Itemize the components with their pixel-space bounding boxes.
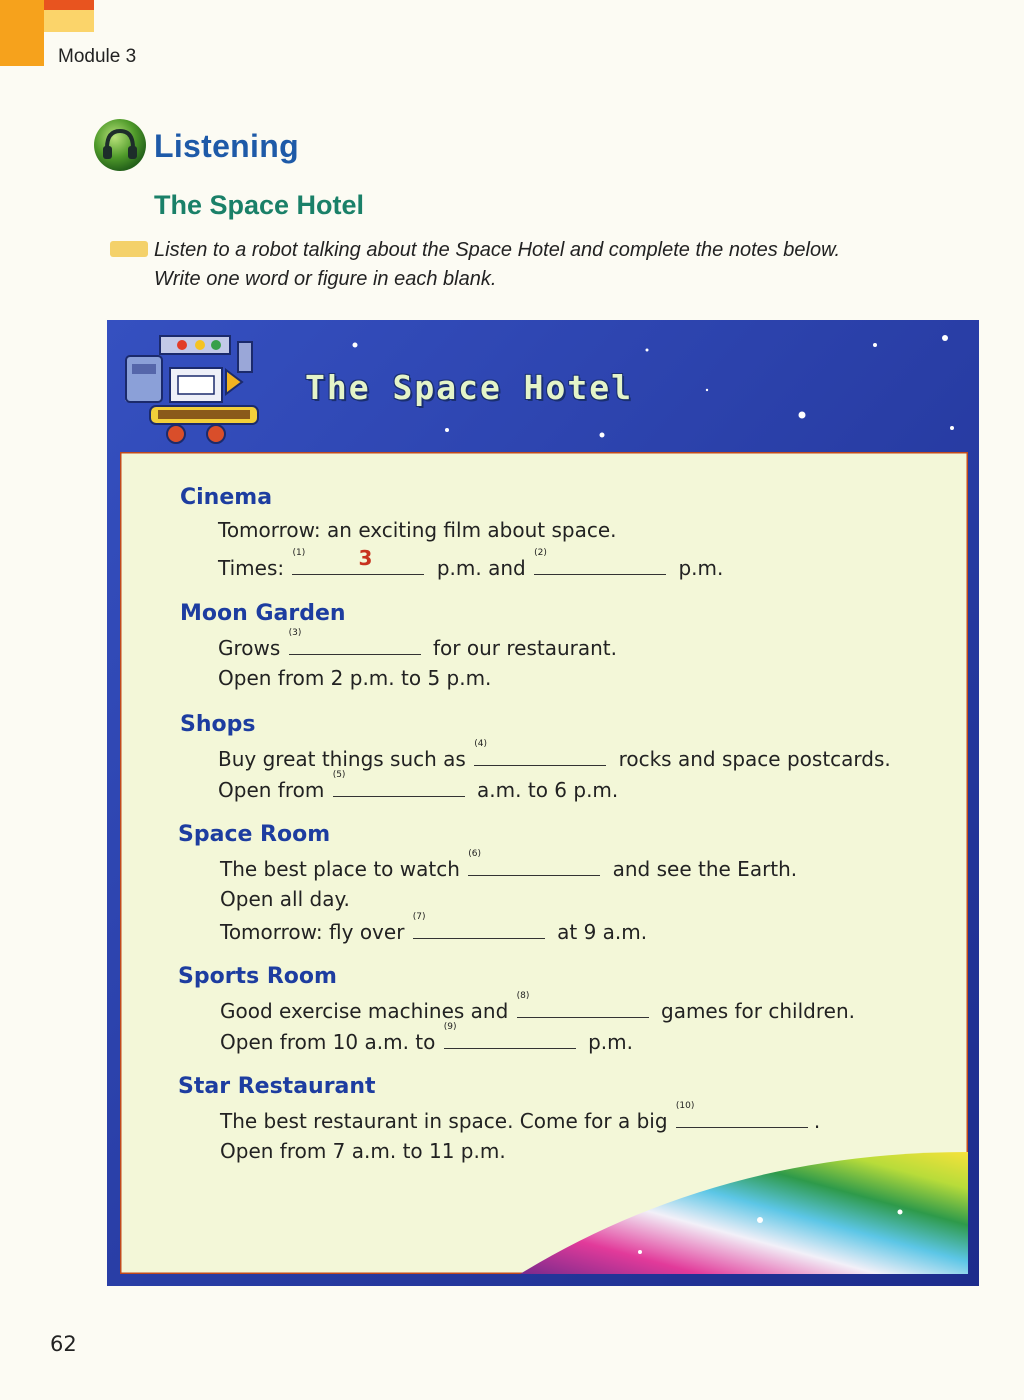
watch-label: The best place to watch: [220, 857, 460, 881]
times-between: p.m. and: [436, 556, 526, 580]
blank-number: (6): [468, 849, 482, 859]
blank-number: (2): [534, 548, 547, 558]
corner-decoration-block: [44, 10, 94, 32]
blank-7[interactable]: [412, 912, 545, 939]
open-end: a.m. to 6 p.m.: [477, 778, 619, 802]
heading-space-room: Space Room: [178, 822, 331, 847]
grows-label: Grows: [218, 636, 281, 660]
best-end: .: [813, 1109, 821, 1133]
moon-garden-line-2: Open from 2 p.m. to 5 p.m.: [218, 666, 492, 690]
watch-end: and see the Earth.: [612, 857, 798, 881]
buy-label: Buy great things such as: [218, 747, 466, 771]
headphones-icon: [93, 118, 147, 172]
heading-cinema: Cinema: [180, 485, 273, 510]
blank-1[interactable]: [292, 546, 424, 575]
machines-label: Good exercise machines and: [220, 999, 509, 1023]
moon-garden-grows-line: [218, 628, 617, 660]
instruction-text: [154, 236, 840, 294]
module-label: Module 3: [58, 46, 137, 67]
blank-10[interactable]: [675, 1101, 808, 1128]
blank-9[interactable]: [443, 1022, 576, 1049]
blank-number: (10): [675, 1101, 695, 1111]
space-room-line-2: Open all day.: [220, 887, 350, 911]
shops-open-line: [218, 770, 619, 802]
heading-shops: Shops: [180, 712, 256, 737]
cinema-times-line: [218, 546, 724, 580]
times-label: Times:: [218, 556, 285, 580]
listening-title: Listening: [154, 128, 299, 164]
heading-star-restaurant: Star Restaurant: [178, 1074, 376, 1099]
fly-end: at 9 a.m.: [557, 920, 648, 944]
blank-6[interactable]: [468, 849, 600, 876]
open-end: p.m.: [588, 1030, 633, 1054]
instruction-line-2: Write one word or figure in each blank.: [154, 268, 497, 290]
notes-card: [120, 452, 968, 1274]
machines-end: games for children.: [661, 999, 855, 1023]
best-label: The best restaurant in space. Come for a big: [220, 1109, 668, 1133]
section-title: The Space Hotel: [154, 190, 365, 220]
corner-decoration-strip: [44, 0, 94, 10]
blank-number: (9): [443, 1022, 457, 1032]
instruction-marker: [110, 241, 148, 257]
notes-content: [120, 452, 968, 1274]
open-label: Open from: [218, 778, 325, 802]
heading-sports-room: Sports Room: [178, 964, 337, 989]
space-room-watch-line: [220, 849, 798, 881]
blank-number: (4): [474, 739, 487, 749]
times-end: p.m.: [678, 556, 724, 580]
blank-2[interactable]: [534, 548, 666, 575]
blank-number: (7): [412, 912, 426, 922]
blank-number: (8): [516, 991, 530, 1001]
blank-number: (1): [292, 548, 306, 558]
answer-1: 3: [358, 546, 373, 570]
grows-end: for our restaurant.: [433, 636, 617, 660]
space-room-fly-line: [220, 912, 648, 944]
blank-4[interactable]: [474, 739, 606, 766]
blank-number: (5): [332, 770, 346, 780]
blank-3[interactable]: [288, 628, 421, 655]
blank-5[interactable]: [332, 770, 465, 797]
star-restaurant-best-line: [220, 1101, 821, 1133]
blank-8[interactable]: [516, 991, 649, 1018]
page-number: 62: [50, 1332, 77, 1356]
panel-heading: The Space Hotel: [305, 368, 634, 407]
blank-number: (3): [288, 628, 302, 638]
shops-buy-line: [218, 739, 891, 771]
cinema-line-1: Tomorrow: an exciting film about space.: [218, 518, 617, 542]
open-label: Open from 10 a.m. to: [220, 1030, 436, 1054]
robot-icon: [120, 326, 270, 446]
star-restaurant-line-2: Open from 7 a.m. to 11 p.m.: [220, 1139, 506, 1163]
instruction-line-1: Listen to a robot talking about the Space Hotel and complete the notes below.: [154, 239, 841, 261]
sports-room-machines-line: [220, 991, 855, 1023]
heading-moon-garden: Moon Garden: [180, 601, 346, 626]
corner-decoration: [0, 0, 44, 66]
buy-end: rocks and space postcards.: [618, 747, 891, 771]
fly-label: Tomorrow: fly over: [220, 920, 405, 944]
sports-room-open-line: [220, 1022, 633, 1054]
